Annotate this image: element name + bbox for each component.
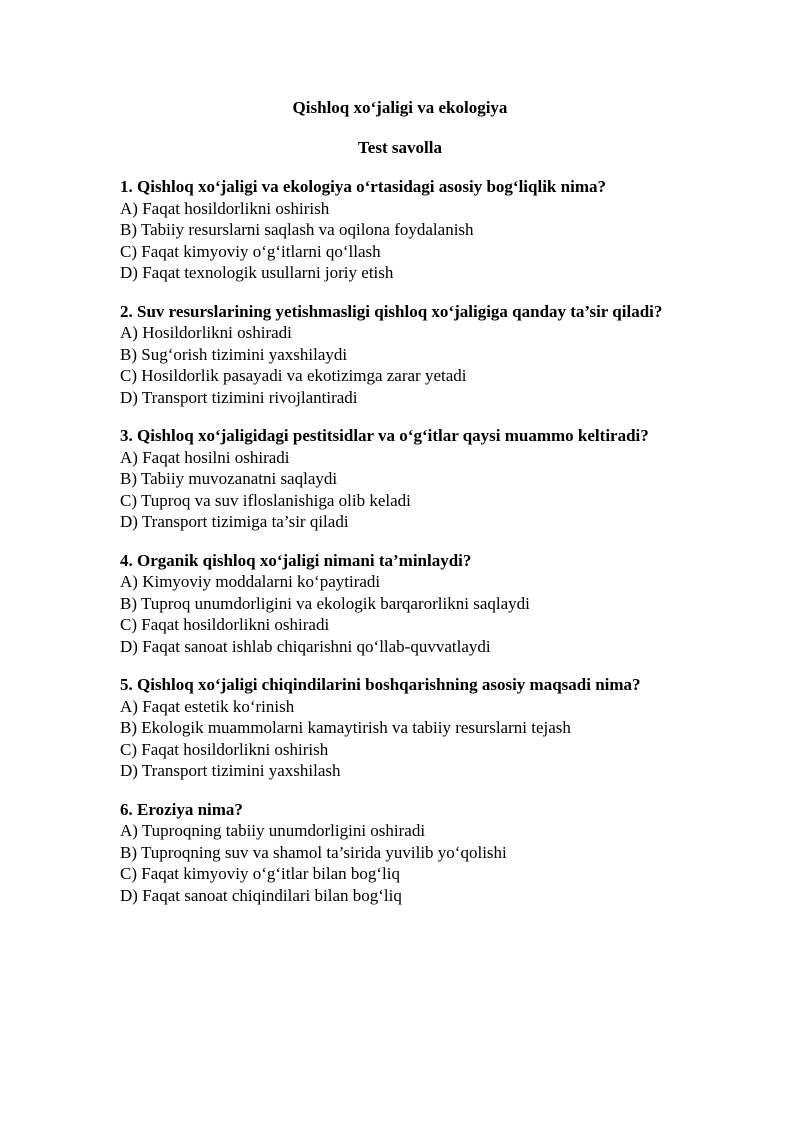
question-text: 4. Organik qishloq xo‘jaligi nimani ta’minlaydi?	[120, 550, 472, 570]
question-1	[120, 176, 680, 284]
option-c: C) Faqat hosildorlikni oshiradi	[120, 615, 330, 634]
option-c: C) Tuproq va suv ifloslanishiga olib keladi	[120, 490, 411, 510]
option-c: C) Faqat kimyoviy o‘g‘itlarni qo‘llash	[120, 241, 381, 261]
document-subtitle: Test savolla	[358, 138, 442, 157]
question-list	[120, 176, 680, 906]
question-text: 3. Qishloq xo‘jaligidagi pestitsidlar va o‘g‘itlar qaysi muammo keltiradi?	[120, 426, 649, 445]
option-a: A) Faqat hosildorlikni oshirish	[120, 198, 330, 218]
question-4	[120, 550, 680, 658]
document-page	[120, 96, 680, 923]
option-b: B) Tuproq unumdorligini va ekologik barqarorlikni saqlaydi	[120, 593, 530, 613]
option-a: A) Kimyoviy moddalarni ko‘paytiradi	[120, 572, 381, 591]
option-b: B) Tabiiy muvozanatni saqlaydi	[120, 469, 338, 488]
option-a: A) Tuproqning tabiiy unumdorligini oshiradi	[120, 821, 426, 840]
question-3	[120, 425, 680, 533]
option-a: A) Hosildorlikni oshiradi	[120, 323, 292, 342]
option-d: D) Transport tizimini yaxshilash	[120, 761, 341, 780]
option-d: D) Faqat sanoat chiqindilari bilan bog‘liq	[120, 885, 402, 905]
option-d: D) Transport tizimini rivojlantiradi	[120, 387, 358, 407]
option-d: D) Faqat texnologik usullarni joriy etish	[120, 263, 394, 282]
option-a: A) Faqat hosilni oshiradi	[120, 447, 290, 467]
option-d: D) Faqat sanoat ishlab chiqarishni qo‘llab-quvvatlaydi	[120, 636, 491, 656]
option-b: B) Ekologik muammolarni kamaytirish va tabiiy resurslarni tejash	[120, 718, 571, 737]
option-b: B) Tuproqning suv va shamol ta’sirida yuvilib yo‘qolishi	[120, 842, 507, 862]
question-6	[120, 799, 680, 907]
question-text: 2. Suv resurslarining yetishmasligi qishloq xo‘jaligiga qanday ta’sir qiladi?	[120, 301, 663, 321]
question-text: 5. Qishloq xo‘jaligi chiqindilarini boshqarishning asosiy maqsadi nima?	[120, 675, 641, 694]
question-5	[120, 674, 680, 782]
question-2	[120, 301, 680, 409]
option-a: A) Faqat estetik ko‘rinish	[120, 696, 295, 716]
option-c: C) Faqat kimyoviy o‘g‘itlar bilan bog‘liq	[120, 864, 400, 883]
option-b: B) Tabiiy resurslarni saqlash va oqilona foydalanish	[120, 220, 474, 239]
document-title: Qishloq xo‘jaligi va ekologiya	[292, 98, 508, 117]
option-c: C) Faqat hosildorlikni oshirish	[120, 739, 329, 759]
option-d: D) Transport tizimiga ta’sir qiladi	[120, 512, 349, 531]
option-b: B) Sug‘orish tizimini yaxshilaydi	[120, 344, 348, 364]
question-text: 6. Eroziya nima?	[120, 799, 243, 819]
option-c: C) Hosildorlik pasayadi va ekotizimga zarar yetadi	[120, 366, 467, 385]
question-text: 1. Qishloq xo‘jaligi va ekologiya o‘rtasidagi asosiy bog‘liqlik nima?	[120, 177, 606, 196]
